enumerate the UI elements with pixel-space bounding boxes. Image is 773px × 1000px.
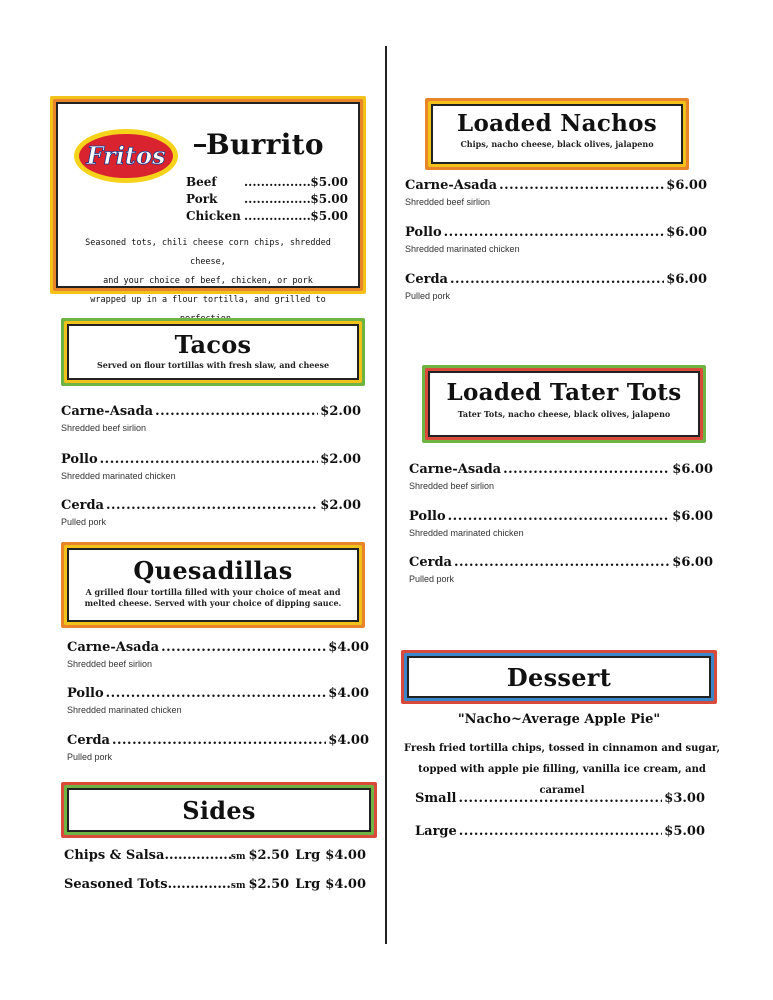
burrito-item-chicken: Chicken ..... $5.00 bbox=[186, 208, 348, 225]
fritos-logo-icon bbox=[72, 126, 180, 186]
tots-item-cerda: Cerda ..... $6.00 Pulled pork bbox=[409, 555, 713, 584]
sides-header bbox=[67, 788, 371, 832]
dessert-description: Fresh fried tortilla chips, tossed in cinnamon and sugar, topped with apple pie filling, vanilla ice cream, and caramel bbox=[404, 743, 720, 796]
burrito-price-list bbox=[186, 174, 348, 225]
tacos-subtitle: Served on flour tortillas with fresh slaw, and cheese bbox=[96, 360, 330, 370]
nachos-item-cerda: Cerda ..... $6.00 Pulled pork bbox=[405, 272, 707, 301]
nachos-subtitle: Chips, nacho cheese, black olives, jalapeno bbox=[460, 139, 654, 149]
quesadillas-title: Quesadillas bbox=[133, 556, 293, 585]
tacos-title: Tacos bbox=[174, 330, 252, 359]
burrito-title: Burrito bbox=[206, 128, 324, 161]
nachos-item-pollo: Pollo ..... $6.00 Shredded marinated chicken bbox=[405, 225, 707, 254]
dessert-header bbox=[407, 656, 711, 698]
nachos-title: Loaded Nachos bbox=[456, 110, 658, 137]
sides-item-chips-salsa: Chips & Salsa ..... sm $2.50 Lrg $4.00 bbox=[64, 848, 366, 863]
tots-title: Loaded Tater Tots bbox=[446, 379, 682, 406]
tacos-item-carne-asada: Carne-Asada ..... $2.00 Shredded beef sirlion bbox=[61, 404, 361, 433]
burrito-title-dash bbox=[194, 144, 206, 147]
burrito-item-pork: Pork ..... $5.00 bbox=[186, 191, 348, 208]
tots-item-carne-asada: Carne-Asada ..... $6.00 Shredded beef sirlion bbox=[409, 462, 713, 491]
tots-header bbox=[428, 371, 700, 437]
fritos-logo-text: Fritos bbox=[86, 141, 166, 170]
quesadillas-item-cerda: Cerda ..... $4.00 Pulled pork bbox=[67, 733, 369, 762]
tots-subtitle: Tater Tots, nacho cheese, black olives, jalapeno bbox=[457, 409, 671, 419]
quesadillas-header bbox=[67, 548, 359, 622]
burrito-item-beef: Beef ..... $5.00 bbox=[186, 174, 348, 191]
dessert-item-large: Large ..... $5.00 bbox=[415, 824, 705, 839]
nachos-header bbox=[431, 104, 683, 164]
tacos-header bbox=[67, 324, 359, 380]
nachos-item-carne-asada: Carne-Asada ..... $6.00 Shredded beef sirlion bbox=[405, 178, 707, 207]
tots-item-pollo: Pollo ..... $6.00 Shredded marinated chicken bbox=[409, 509, 713, 538]
dessert-title: Dessert bbox=[506, 663, 612, 692]
burrito-description: Seasoned tots, chili cheese corn chips, shredded cheese, and your choice of beef, chicken, or pork wrapped up in a flour tortilla, and grilled to bbox=[85, 238, 331, 305]
tacos-item-cerda: Cerda ..... $2.00 Pulled pork bbox=[61, 498, 361, 527]
quesadillas-subtitle: A grilled flour tortilla filled with your choice of meat and melted cheese. Served with your choice of dipping sauce. bbox=[84, 587, 342, 608]
quesadillas-item-pollo: Pollo ..... $4.00 Shredded marinated chicken bbox=[67, 686, 369, 715]
dessert-item-title: "Nacho~Average Apple Pie" bbox=[457, 712, 661, 727]
quesadillas-item-carne-asada: Carne-Asada ..... $4.00 Shredded beef sirlion bbox=[67, 640, 369, 669]
column-divider bbox=[385, 46, 387, 944]
burrito-card bbox=[56, 102, 360, 305]
tacos-item-pollo: Pollo ..... $2.00 Shredded marinated chicken bbox=[61, 452, 361, 481]
sides-item-seasoned-tots: Seasoned Tots ..... sm $2.50 Lrg $4.00 bbox=[64, 877, 366, 892]
sides-title: Sides bbox=[182, 796, 256, 825]
dessert-item-small: Small ..... $3.00 bbox=[415, 791, 705, 806]
